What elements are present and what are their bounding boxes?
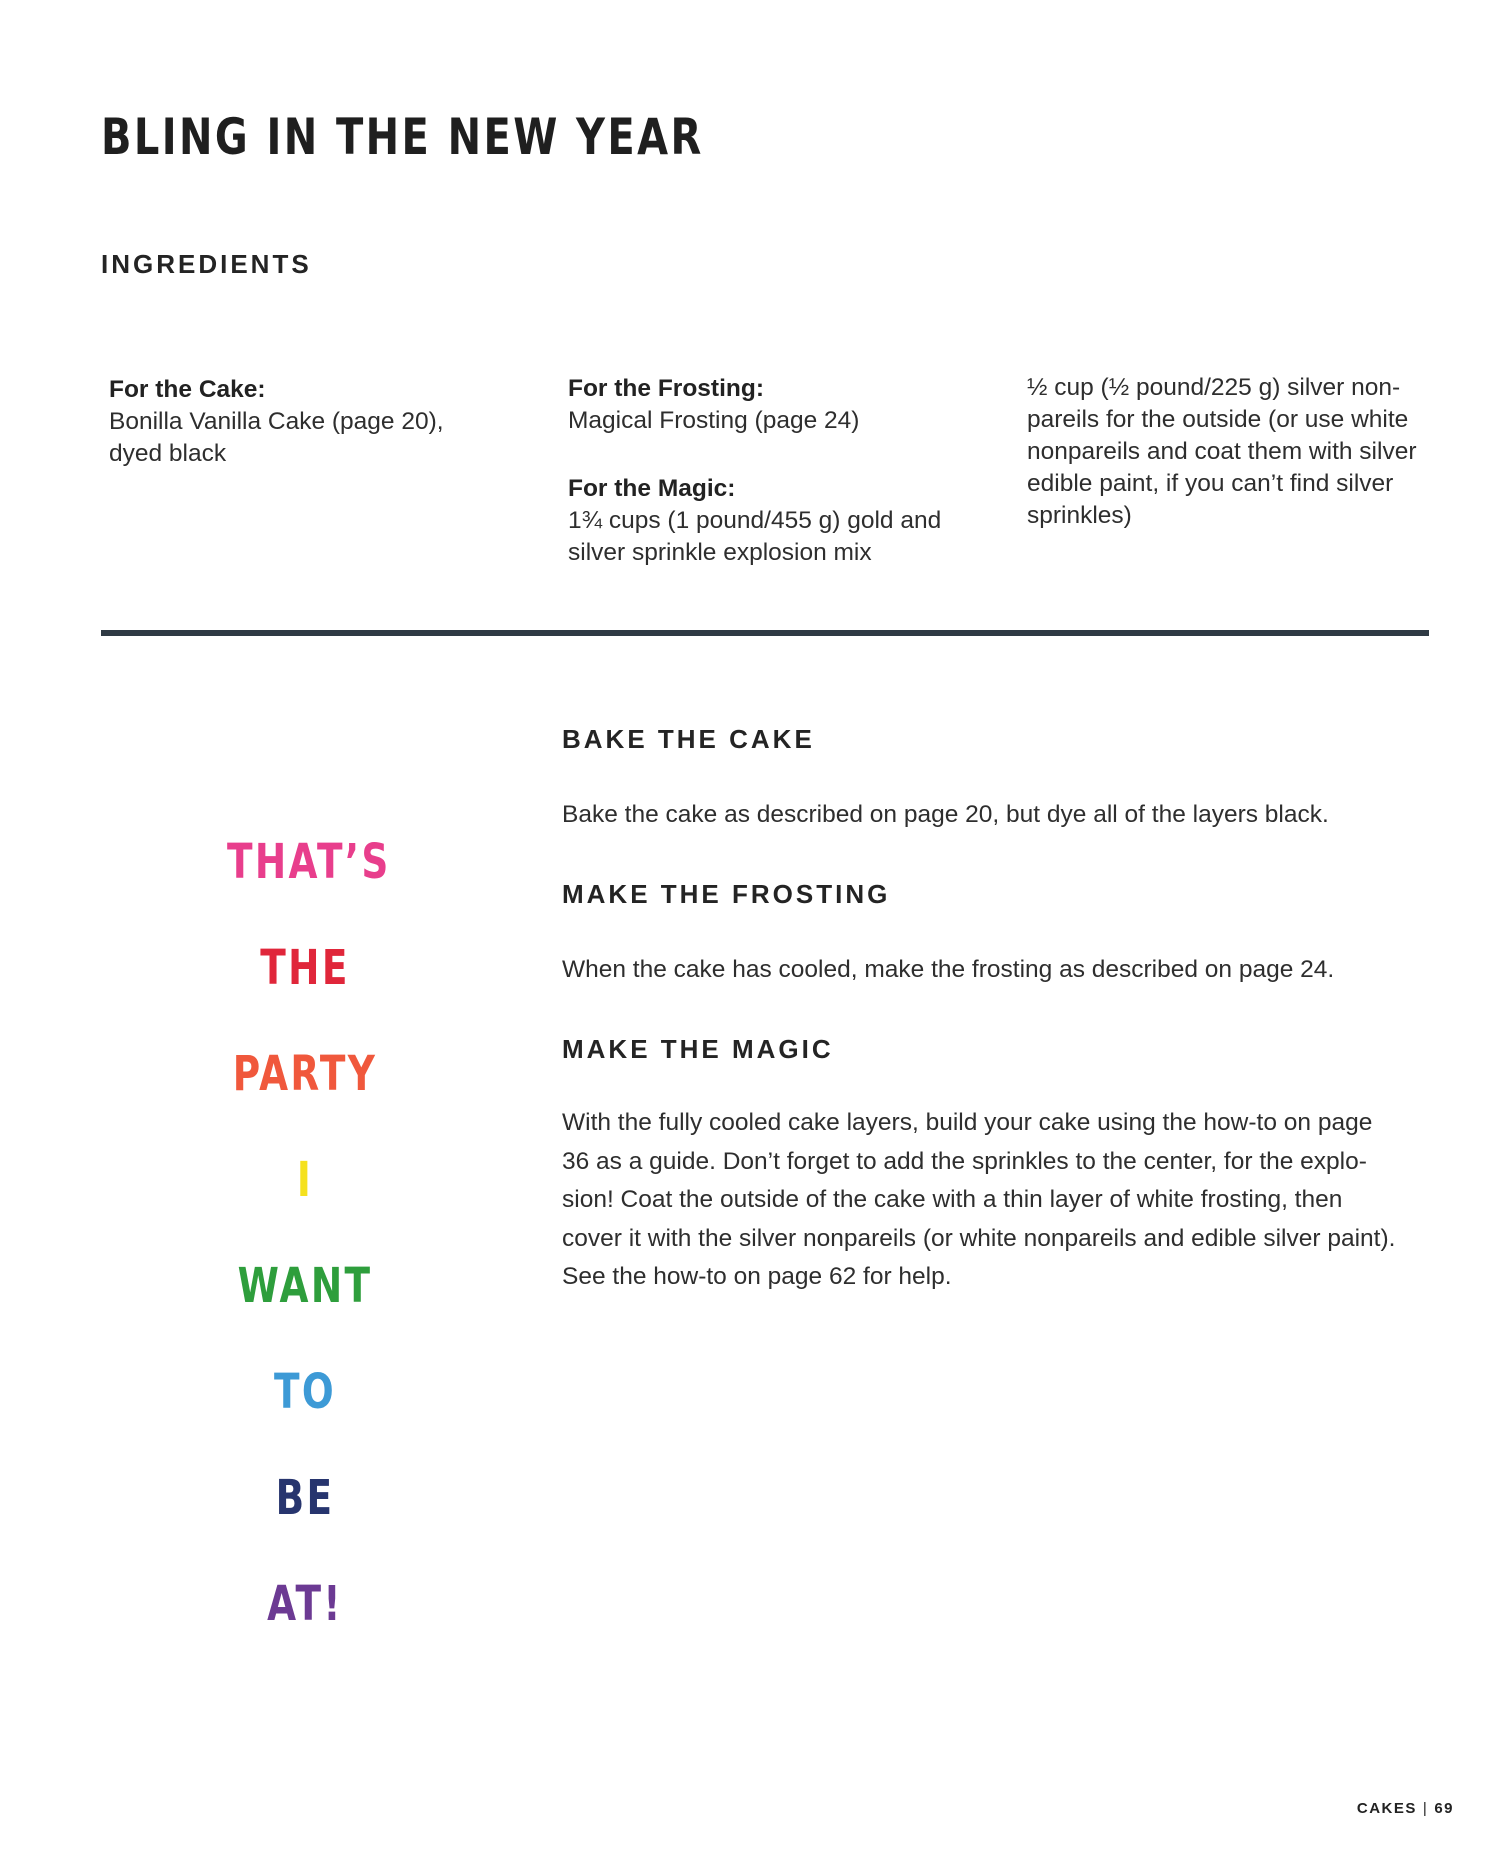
party-word: WANT: [237, 1258, 373, 1314]
frosting-step-text: When the cake has cooled, make the frosting as described on page 24.: [562, 956, 1335, 983]
nonpareils-text: ½ cup (½ pound/225 g) silver non- pareils for the outside (or use white nonpareils and coat them with silver edible paint, if you can’t find silver sprinkles): [1027, 374, 1417, 529]
ingredient-column-cake: [109, 374, 509, 470]
magic-step-text: With the fully cooled cake layers, build your cake using the how-to on page 36 as a guide. Don’t forget to add the sprinkles to the center, for the explo- sion! Coat the outside of the cake with a thin layer of white frosting, then cover it with the silver nonpareils (or white nonpareils and edible silver paint). See the how-to on page 62 for help.: [562, 1109, 1396, 1290]
party-word: THE: [260, 940, 350, 996]
party-quote: [205, 832, 405, 1680]
magic-label: For the Magic:: [568, 475, 736, 502]
footer-section: CAKES: [1356, 1800, 1417, 1817]
magic-text: 1¾ cups (1 pound/455 g) gold and silver sprinkle explosion mix: [568, 507, 942, 566]
bake-heading: BAKE THE CAKE: [562, 724, 815, 754]
party-word: PARTY: [232, 1046, 378, 1102]
party-word: TO: [273, 1364, 337, 1420]
ingredients-heading: INGREDIENTS: [101, 249, 312, 279]
party-word: THAT’S: [227, 834, 391, 890]
section-divider: [101, 630, 1429, 636]
party-word: AT!: [267, 1576, 343, 1632]
footer-separator: |: [1422, 1800, 1429, 1817]
party-word: I: [296, 1152, 314, 1208]
magic-heading: MAKE THE MAGIC: [562, 1034, 834, 1064]
frosting-text: Magical Frosting (page 24): [568, 407, 860, 434]
ingredient-column-nonpareils: [1027, 372, 1447, 532]
ingredient-column-frosting-magic: [568, 373, 988, 569]
bake-text: Bake the cake as described on page 20, but dye all of the layers black.: [562, 801, 1329, 828]
page-title: BLING IN THE NEW YEAR: [101, 108, 704, 166]
cake-text: Bonilla Vanilla Cake (page 20), dyed black: [109, 408, 444, 467]
frosting-heading: MAKE THE FROSTING: [562, 879, 891, 909]
page-number: 69: [1434, 1800, 1454, 1817]
page-footer: [1357, 1800, 1454, 1817]
frosting-label: For the Frosting:: [568, 375, 764, 402]
party-word: BE: [275, 1470, 335, 1526]
cake-label: For the Cake:: [109, 376, 266, 403]
